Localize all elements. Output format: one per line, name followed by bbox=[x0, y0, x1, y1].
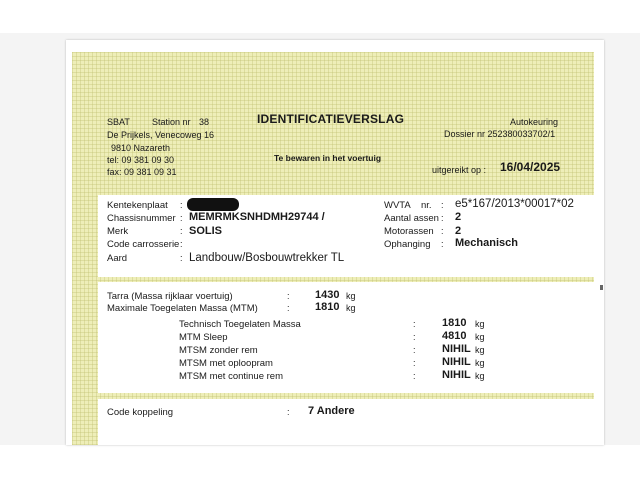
colon: : bbox=[287, 291, 290, 301]
assen-value: 2 bbox=[455, 211, 462, 223]
mass-row-value: NIHIL bbox=[442, 369, 471, 381]
ophanging-label: Ophanging bbox=[384, 239, 431, 250]
mass-row-value: 1810 bbox=[442, 317, 467, 329]
colon: : bbox=[413, 371, 416, 381]
mass-row-unit: kg bbox=[475, 332, 485, 342]
coupling-value: 7 Andere bbox=[308, 405, 355, 417]
colon: : bbox=[413, 332, 416, 342]
org-name: SBAT bbox=[107, 117, 130, 127]
coupling-label: Code koppeling bbox=[107, 407, 174, 418]
colon: : bbox=[413, 358, 416, 368]
chassis-label: Chassisnummer bbox=[107, 213, 176, 224]
mass-row-unit: kg bbox=[475, 345, 485, 355]
colon: : bbox=[180, 213, 183, 223]
dossier-number: Dossier nr 252380033702/1 bbox=[444, 129, 556, 139]
colon: : bbox=[413, 319, 416, 329]
mtm-value: 1810 bbox=[315, 301, 340, 313]
tarra-label: Tarra (Massa rijklaar voertuig) bbox=[107, 291, 233, 302]
mass-row-value: NIHIL bbox=[442, 356, 471, 368]
mtm-label: Maximale Toegelaten Massa (MTM) bbox=[107, 303, 258, 314]
autokeuring-label: Autokeuring bbox=[510, 117, 559, 127]
address-street: De Prijkels, Venecoweg 16 bbox=[107, 130, 215, 140]
fax: fax: 09 381 09 31 bbox=[107, 167, 177, 177]
mass-row-unit: kg bbox=[475, 371, 485, 381]
assen-label: Aantal assen bbox=[384, 213, 439, 224]
wvta-nr-label: nr. bbox=[421, 200, 432, 211]
document-title: IDENTIFICATIEVERSLAG bbox=[257, 112, 405, 126]
issued-label: uitgereikt op : bbox=[432, 165, 487, 175]
colon: : bbox=[441, 239, 444, 249]
address-city: 9810 Nazareth bbox=[111, 143, 171, 153]
redacted-plate bbox=[187, 198, 239, 211]
wvta-value: e5*167/2013*00017*02 bbox=[455, 198, 574, 210]
document-subtitle: Te bewaren in het voertuig bbox=[274, 153, 382, 163]
tarra-value: 1430 bbox=[315, 289, 340, 301]
mass-row-label: MTM Sleep bbox=[179, 332, 228, 343]
motorassen-label: Motorassen bbox=[384, 226, 434, 237]
merk-label: Merk bbox=[107, 226, 129, 237]
colon: : bbox=[180, 239, 183, 249]
mass-row-unit: kg bbox=[475, 319, 485, 329]
top-margin bbox=[0, 0, 640, 33]
wvta-label: WVTA bbox=[384, 200, 411, 211]
ophanging-value: Mechanisch bbox=[455, 237, 518, 249]
station-number: 38 bbox=[199, 117, 210, 127]
kentekenplaat-label: Kentekenplaat bbox=[107, 200, 168, 211]
colon: : bbox=[180, 253, 183, 263]
mass-row-label: MTSM met continue rem bbox=[179, 371, 283, 382]
colon: : bbox=[180, 200, 183, 210]
colon: : bbox=[441, 200, 444, 210]
mtm-unit: kg bbox=[346, 303, 356, 313]
colon: : bbox=[441, 213, 444, 223]
merk-value: SOLIS bbox=[189, 225, 223, 237]
mass-row-label: MTSM met oploopram bbox=[179, 358, 273, 369]
mass-row-value: NIHIL bbox=[442, 343, 471, 355]
mass-row-value: 4810 bbox=[442, 330, 467, 342]
mass-row-unit: kg bbox=[475, 358, 485, 368]
chassis-value: MEMRMKSNHDMH29744 / bbox=[189, 211, 325, 223]
colon: : bbox=[287, 303, 290, 313]
scan-artifact bbox=[600, 285, 603, 290]
tarra-unit: kg bbox=[346, 291, 356, 301]
motorassen-value: 2 bbox=[455, 225, 462, 237]
coupling-colon: : bbox=[287, 407, 290, 417]
colon: : bbox=[413, 345, 416, 355]
mass-row-label: Technisch Toegelaten Massa bbox=[179, 319, 301, 330]
colon: : bbox=[441, 226, 444, 236]
mass-row-label: MTSM zonder rem bbox=[179, 345, 258, 356]
colon: : bbox=[180, 226, 183, 236]
phone: tel: 09 381 09 30 bbox=[107, 155, 175, 165]
aard-value: Landbouw/Bosbouwtrekker TL bbox=[189, 252, 345, 264]
station-label: Station nr bbox=[152, 117, 191, 127]
issued-date: 16/04/2025 bbox=[500, 160, 561, 174]
carrosserie-label: Code carrosserie bbox=[107, 239, 180, 250]
aard-label: Aard bbox=[107, 253, 128, 264]
